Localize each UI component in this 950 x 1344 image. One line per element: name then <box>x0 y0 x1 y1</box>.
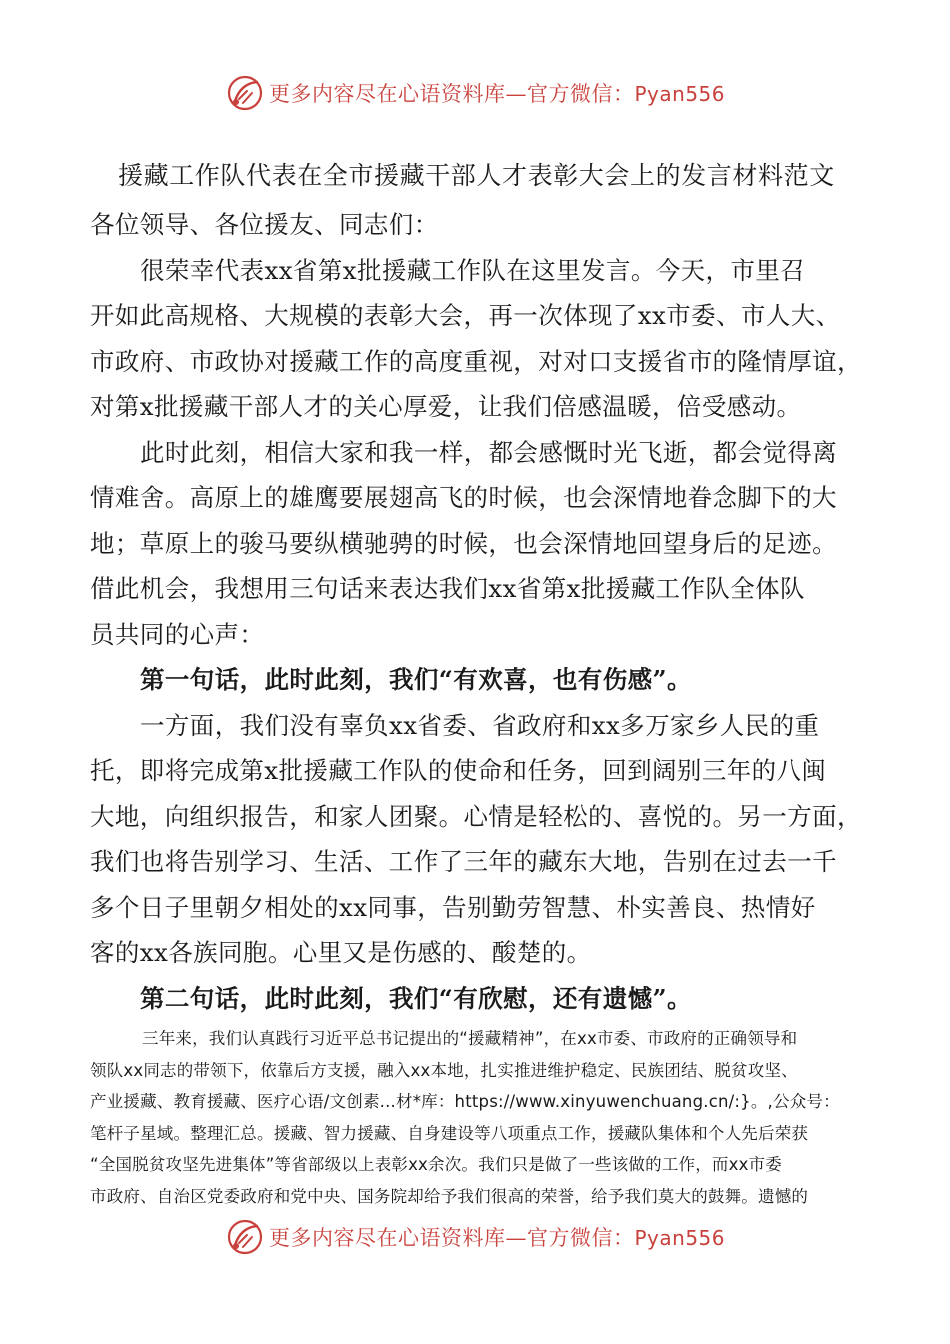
para2-line: 员共同的心声： <box>90 619 265 649</box>
para4-line: “全国脱贫攻坚先进集体”等省部级以上表彰xx余次。我们只是做了一些该做的工作，而xx市委 <box>90 1155 782 1174</box>
para3-line: 大地，向组织报告，和家人团聚。心情是轻松的、喜悦的。另一方面， <box>90 801 862 831</box>
para2-line: 地；草原上的骏马要纵横驰骋的时候，也会深情地回望身后的足迹。 <box>90 528 837 558</box>
para1-line: 对第x批援藏干部人才的关心厚爱，让我们倍感温暖，倍受感动。 <box>90 392 802 421</box>
para3-line: 一方面，我们没有辜负xx省委、省政府和xx多万家乡人民的重 <box>140 710 820 740</box>
para4-line: 产业援藏、教育援藏、医疗心语/文创素...材*库：https://www.xinyuwenchuang.cn/:}。,公众号： <box>90 1092 840 1111</box>
footer-banner <box>0 1212 950 1262</box>
para3-line: 客的xx各族同胞。心里又是伤感的、酸楚的。 <box>90 938 592 967</box>
banner-text: 更多内容尽在心语资料库—官方微信：Pyan556 <box>268 82 725 106</box>
document-body <box>90 150 880 1212</box>
para2-line: 情难舍。高原上的雄鹰要展翅高飞的时候，也会深情地眷念脚下的大 <box>90 483 837 512</box>
banner-code: Pyan556 <box>634 82 725 106</box>
document-title: 援藏工作队代表在全市援藏干部人才表彰大会上的发言材料范文 <box>118 161 835 190</box>
para2-line: 借此机会，我想用三句话来表达我们xx省第x批援藏工作队全体队 <box>90 574 805 603</box>
para2-line: 此时此刻，相信大家和我一样，都会感慨时光飞逝，都会觉得离 <box>140 437 838 467</box>
seal-logo-icon <box>225 1217 265 1257</box>
para4-line: 三年来，我们认真践行习近平总书记提出的“援藏精神”，在xx市委、市政府的正确领导和 <box>142 1029 798 1048</box>
para3-line: 托，即将完成第x批援藏工作队的使命和任务，回到阔别三年的八闽 <box>90 756 827 785</box>
banner-code: Pyan556 <box>634 1226 725 1250</box>
para4-line: 市政府、自治区党委政府和党中央、国务院却给予我们很高的荣誉，给予我们莫大的鼓舞。遗憾的 <box>90 1186 809 1206</box>
para4-line: 笔杆子星域。整理汇总。援藏、智力援藏、自身建设等八项重点工作，援藏队集体和个人先后荣获 <box>90 1123 809 1143</box>
para4-line: 领队xx同志的带领下，依靠后方支援，融入xx本地，扎实推进维护稳定、民族团结、脱贫攻坚、 <box>90 1060 798 1080</box>
para1-line: 开如此高规格、大规模的表彰大会，再一次体现了xx市委、市人大、 <box>90 301 841 330</box>
seal-logo-icon <box>225 73 265 113</box>
section-heading-1: 第一句话，此时此刻，我们“有欢喜，也有伤感”。 <box>140 665 692 694</box>
para1-line: 很荣幸代表xx省第x批援藏工作队在这里发言。今天，市里召 <box>140 255 806 285</box>
header-banner <box>0 68 950 118</box>
banner-text: 更多内容尽在心语资料库—官方微信：Pyan556 <box>268 1226 725 1250</box>
greeting: 各位领导、各位援友、同志们： <box>90 210 439 239</box>
para3-line: 我们也将告别学习、生活、工作了三年的藏东大地，告别在过去一千 <box>90 847 837 876</box>
para1-line: 市政府、市政协对援藏工作的高度重视，对对口支援省市的隆情厚谊， <box>90 346 862 376</box>
para3-line: 多个日子里朝夕相处的xx同事，告别勤劳智慧、朴实善良、热情好 <box>90 892 816 922</box>
section-heading-2: 第二句话，此时此刻，我们“有欣慰，还有遗憾”。 <box>140 983 692 1013</box>
